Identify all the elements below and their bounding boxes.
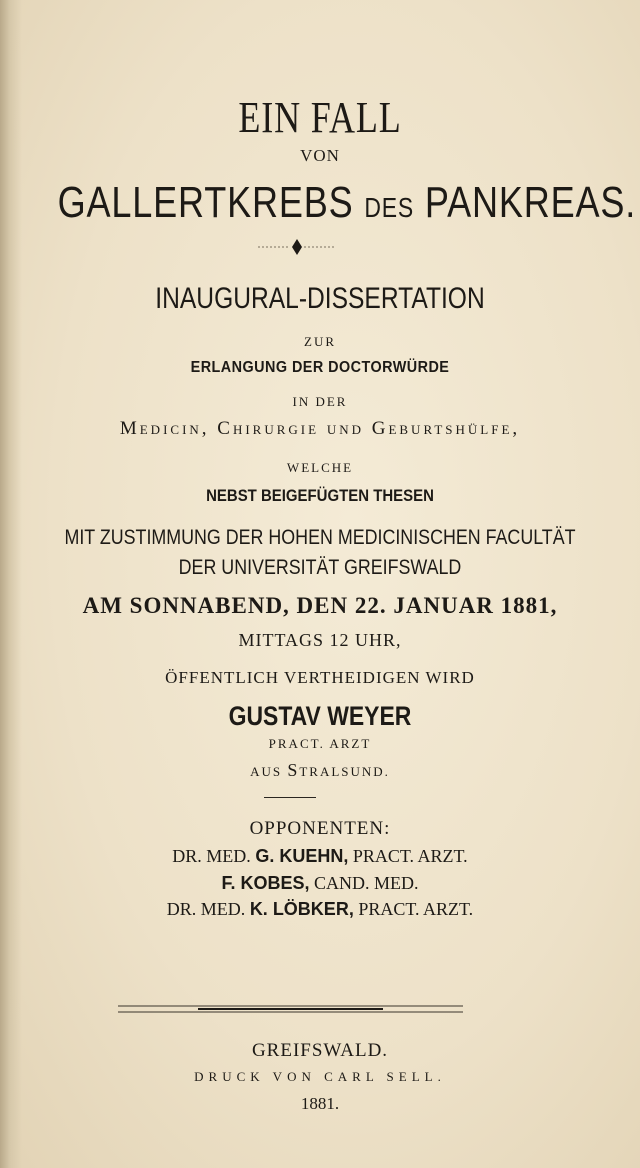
origin-prefix: AUS [250, 764, 288, 779]
ornament-icon [0, 232, 640, 262]
date-line: AM SONNABEND, DEN 22. JANUAR 1881, [82, 593, 558, 618]
welche-text: WELCHE [286, 460, 354, 475]
double-rule [118, 1000, 463, 1008]
title-main-b: DES [364, 192, 415, 223]
origin-rest: TRALSUND. [299, 764, 390, 779]
title-line-1: EIN FALL [238, 93, 402, 142]
author-origin [0, 760, 640, 781]
defend-line: ÖFFENTLICH VERTHEIDIGEN WIRD [165, 668, 475, 687]
opponent-1-name: G. KUEHN, [255, 846, 349, 866]
in-der-text: IN DER [292, 394, 348, 409]
opponent-2 [0, 873, 640, 894]
opponent-1-suffix: PRACT. ARZT. [348, 846, 468, 866]
double-rule-icon [118, 1005, 463, 1013]
faculties-text: Medicin, Chirurgie und Geburtshülfe, [119, 418, 521, 439]
title-main-a: GALLERTKREBS [57, 178, 365, 227]
author-title: PRACT. ARZT [268, 736, 372, 751]
opponents-heading: OPPONENTEN: [249, 818, 391, 839]
short-rule [264, 797, 316, 798]
zur-text: ZUR [304, 334, 336, 349]
purpose-text: ERLANGUNG DER DOCTORWÜRDE [190, 359, 450, 376]
opponent-2-suffix: CAND. MED. [309, 873, 419, 893]
opponent-1 [0, 846, 640, 867]
title-main [57, 178, 637, 228]
dissertation-heading: INAUGURAL-DISSERTATION [155, 282, 485, 315]
consent-line-1: MIT ZUSTIMMUNG DER HOHEN MEDICINISCHEN FACULTÄT [64, 526, 576, 549]
opponent-3-name: K. LÖBKER, [249, 899, 354, 919]
binding-shadow [0, 0, 22, 1168]
title-line-2: VON [300, 146, 340, 165]
opponent-1-prefix: DR. MED. [172, 846, 256, 866]
author-name: GUSTAV WEYER [228, 701, 412, 731]
opponent-3-suffix: PRACT. ARZT. [353, 899, 474, 919]
opponent-2-name: F. KOBES, [221, 873, 310, 893]
imprint-printer: DRUCK VON CARL SELL. [194, 1069, 446, 1084]
opponent-3-prefix: DR. MED. [166, 899, 250, 919]
imprint-year: 1881. [300, 1094, 340, 1113]
time-line: MITTAGS 12 UHR, [238, 630, 402, 650]
opponent-3 [0, 899, 640, 920]
consent-line-2: DER UNIVERSITÄT GREIFSWALD [178, 556, 462, 579]
theses-text: NEBST BEIGEFÜGTEN THESEN [206, 486, 434, 505]
ornament-divider [0, 232, 640, 262]
imprint-city: GREIFSWALD. [251, 1040, 389, 1061]
title-main-c: PANKREAS. [414, 178, 637, 227]
origin-cap: S [287, 760, 300, 780]
